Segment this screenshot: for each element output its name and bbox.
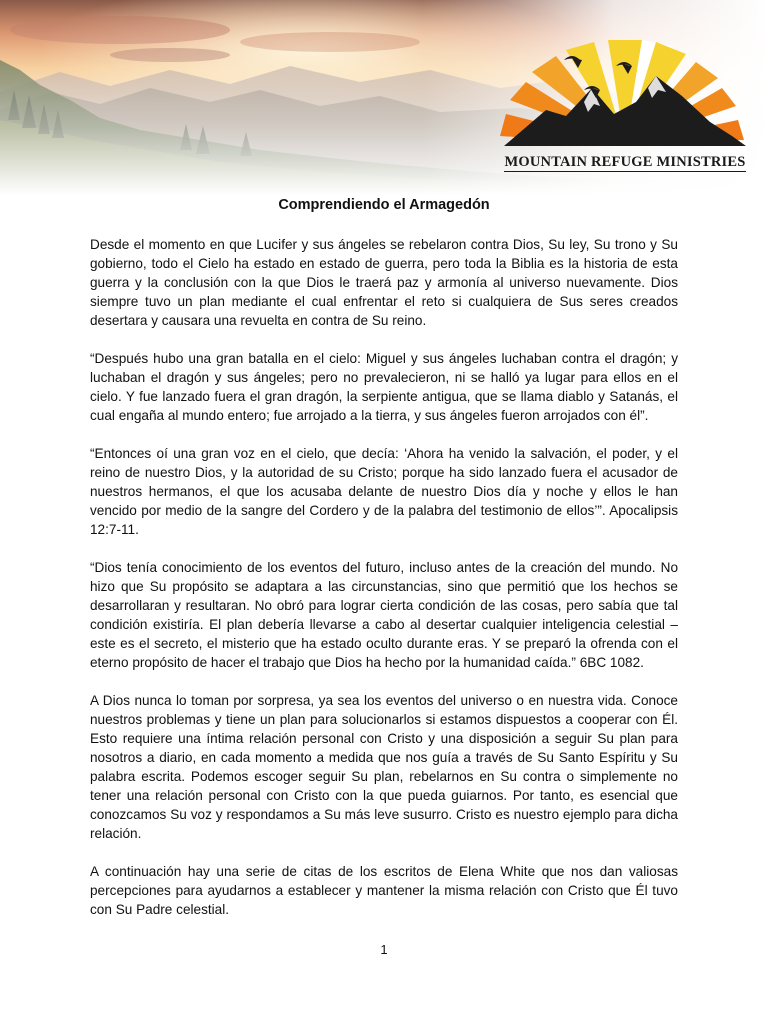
paragraph: “Dios tenía conocimiento de los eventos del futuro, incluso antes de la creación del mundo. No hizo que Su propósito se adaptara a las circunstancias, sino que permitió que los hechos se desarrollaran y resultaran. No obró para lograr cierta condición de las cosas, pero sabía que tal condición existiría. El plan debería llevarse a cabo al desertar cualquier inteligencia celestial – este es el secreto, el misterio que ha estado oculto durante eras. Y se preparó la ofrenda con el eterno propósito de hacer el trabajo que Dios ha hecho por la humanidad caída.” 6BC 1082. (90, 560, 678, 670)
logo-underline (504, 171, 746, 172)
page-number: 1 (380, 942, 388, 957)
header-banner (0, 0, 768, 195)
paragraph: Desde el momento en que Lucifer y sus ángeles se rebelaron contra Dios, Su ley, Su trono y Su gobierno, todo el Cielo ha estado en estado de guerra, pero toda la Biblia es la historia de esta guerra y la conclusión con la que Dios le traerá paz y armonía al universo nuevamente. Dios siempre tuvo un plan mediante el cual enfrentar el reto si cualquiera de Sus seres creados desertara y causara una revuelta en contra de Su reino. (90, 237, 678, 328)
sunrise-mountain-icon (496, 36, 754, 156)
paragraph: “Después hubo una gran batalla en el cielo: Miguel y sus ángeles luchaban contra el dragón; y luchaban el dragón y sus ángeles; pero no prevalecieron, ni se halló ya lugar para ellos en el cielo. Y fue lanzado fuera el gran dragón, la serpiente antigua, que se llama diablo y Satanás, el cual engaña al mundo entero; fue arrojado a la tierra, y sus ángeles fueron arrojados con él”. (90, 351, 678, 423)
ministry-logo (496, 36, 754, 176)
document-body (90, 235, 678, 938)
paragraph: A Dios nunca lo toman por sorpresa, ya sea los eventos del universo o en nuestra vida. Conoce nuestros problemas y tiene un plan para solucionarlos si estamos dispuestos a cooperar con Él. Esto requiere una íntima relación personal con Cristo y una disposición a seguir Su plan para nosotros a diario, en cada momento a medida que nos guía a través de Su Santo Espíritu y Su palabra escrita. Podemos escoger seguir Su plan, rebelarnos en Su contra o simplemente no tener una relación personal con Cristo con la que pueda guiarnos. Por tanto, es esencial que conozcamos Su voz y respondamos a Su más leve susurro. Cristo es nuestro ejemplo para dicha relación. (90, 693, 678, 841)
paragraph: A continuación hay una serie de citas de los escritos de Elena White que nos dan valiosas percepciones para ayudarnos a establecer y mantener la misma relación con Cristo que Él tuvo con Su Padre celestial. (90, 864, 678, 917)
page-title: Comprendiendo el Armagedón (278, 197, 490, 213)
logo-text: MOUNTAIN REFUGE MINISTRIES (504, 154, 746, 170)
paragraph: “Entonces oí una gran voz en el cielo, que decía: ‘Ahora ha venido la salvación, el poder, y el reino de nuestro Dios, y la autoridad de su Cristo; porque ha sido lanzado fuera el acusador de nuestros hermanos, el que los acusaba delante de nuestro Dios día y noche y ellos le han vencido por medio de la sangre del Cordero y de la palabra del testimonio de ellos’”. Apocalipsis 12:7-11. (90, 446, 678, 537)
